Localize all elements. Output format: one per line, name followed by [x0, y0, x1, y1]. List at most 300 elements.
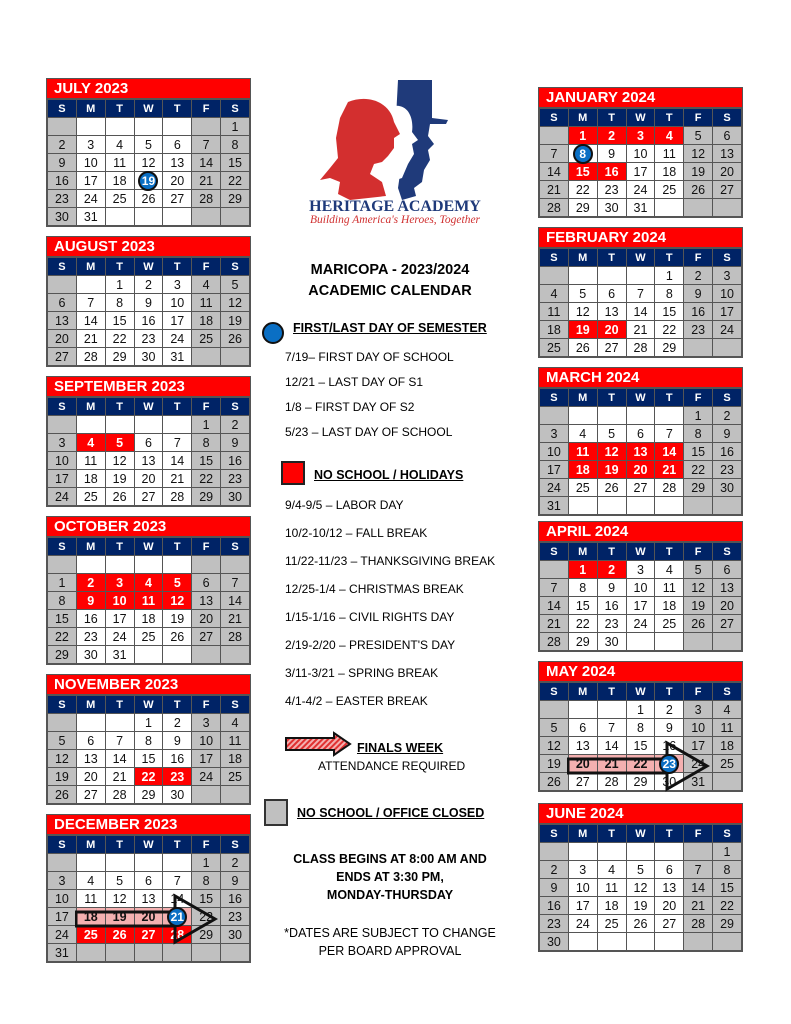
day-cell: 1: [568, 561, 597, 579]
day-cell: 2: [134, 276, 163, 294]
day-cell: 19: [597, 461, 626, 479]
weekday-header: W: [134, 100, 163, 118]
day-cell: 18: [76, 908, 105, 926]
day-cell: 30: [597, 633, 626, 651]
day-cell: 6: [192, 574, 221, 592]
weekday-header: F: [684, 109, 713, 127]
day-cell: 4: [221, 714, 250, 732]
day-cell: 17: [48, 470, 77, 488]
day-cell: 27: [713, 181, 742, 199]
empty-cell: [221, 556, 250, 574]
day-cell: 20: [655, 897, 684, 915]
day-cell: 31: [540, 497, 569, 515]
weekday-header: S: [221, 696, 250, 714]
empty-cell: [163, 416, 192, 434]
day-cell: 15: [684, 443, 713, 461]
day-cell: 9: [597, 145, 626, 163]
day-cell: 1: [655, 267, 684, 285]
weekday-header: S: [221, 538, 250, 556]
day-cell: 29: [192, 926, 221, 944]
weekday-header: T: [163, 696, 192, 714]
title-line-1: MARICOPA - 2023/2024: [310, 262, 470, 278]
weekday-header: T: [163, 258, 192, 276]
day-cell: 25: [655, 181, 684, 199]
empty-cell: [655, 633, 684, 651]
day-cell: 22: [568, 615, 597, 633]
day-cell: 30: [221, 926, 250, 944]
legend-item: 1/8 – FIRST DAY OF S2: [285, 400, 415, 414]
day-cell: 21: [105, 768, 134, 786]
day-cell: 25: [713, 755, 742, 773]
note-line: MONDAY-THURSDAY: [326, 888, 454, 902]
empty-cell: [713, 633, 742, 651]
empty-cell: [221, 646, 250, 664]
weekday-header: T: [163, 398, 192, 416]
day-cell: 13: [626, 443, 655, 461]
day-cell: 24: [626, 181, 655, 199]
month-title: JUNE 2024: [539, 804, 742, 824]
empty-cell: [597, 701, 626, 719]
day-cell: 3: [163, 276, 192, 294]
day-cell: 23: [540, 915, 569, 933]
empty-cell: [105, 118, 134, 136]
day-cell: 28: [163, 488, 192, 506]
weekday-header: T: [655, 683, 684, 701]
empty-cell: [76, 276, 105, 294]
day-cell: 8: [134, 732, 163, 750]
day-cell: 13: [76, 750, 105, 768]
day-cell: 23: [597, 181, 626, 199]
empty-cell: [540, 843, 569, 861]
day-cell: 14: [192, 154, 221, 172]
day-cell: 15: [48, 610, 77, 628]
day-cell: 10: [713, 285, 742, 303]
day-cell: 22: [192, 470, 221, 488]
day-cell: 22: [626, 755, 655, 773]
weekday-header: S: [221, 100, 250, 118]
empty-cell: [48, 276, 77, 294]
day-cell: 11: [655, 145, 684, 163]
day-cell: 24: [684, 755, 713, 773]
note-line: ENDS AT 3:30 PM,: [336, 870, 444, 884]
day-cell: 25: [568, 479, 597, 497]
day-cell: 18: [597, 897, 626, 915]
day-cell: 23: [597, 615, 626, 633]
day-cell: 19: [684, 163, 713, 181]
day-cell: 26: [134, 190, 163, 208]
month-title: JANUARY 2024: [539, 88, 742, 108]
day-cell: 6: [655, 861, 684, 879]
empty-cell: [105, 208, 134, 226]
weekday-header: M: [76, 696, 105, 714]
day-cell: 27: [76, 786, 105, 804]
empty-cell: [48, 416, 77, 434]
day-cell: 28: [597, 773, 626, 791]
day-cell: 25: [105, 190, 134, 208]
day-cell: 29: [192, 488, 221, 506]
weekday-header: M: [76, 836, 105, 854]
weekday-header: S: [713, 249, 742, 267]
day-cell: 31: [163, 348, 192, 366]
day-cell: 1: [713, 843, 742, 861]
day-cell: 13: [713, 579, 742, 597]
empty-cell: [221, 944, 250, 962]
weekday-header: F: [684, 825, 713, 843]
day-cell: 24: [192, 768, 221, 786]
day-cell: 30: [540, 933, 569, 951]
day-cell: 11: [134, 592, 163, 610]
day-cell: 25: [655, 615, 684, 633]
day-cell: 15: [134, 750, 163, 768]
weekday-header: M: [76, 538, 105, 556]
day-cell: 28: [540, 633, 569, 651]
weekday-header: M: [568, 825, 597, 843]
day-cell: 17: [192, 750, 221, 768]
weekday-header: S: [48, 258, 77, 276]
day-cell: 8: [568, 579, 597, 597]
weekday-header: S: [48, 100, 77, 118]
day-cell: 6: [134, 434, 163, 452]
day-cell: 31: [626, 199, 655, 217]
day-cell: 4: [76, 872, 105, 890]
day-cell: 7: [540, 579, 569, 597]
day-cell: 1: [684, 407, 713, 425]
empty-cell: [134, 556, 163, 574]
day-cell: 3: [105, 574, 134, 592]
day-cell: 5: [626, 861, 655, 879]
weekday-header: T: [655, 109, 684, 127]
day-cell: 14: [540, 163, 569, 181]
day-cell: 19: [48, 768, 77, 786]
weekday-header: T: [105, 836, 134, 854]
day-cell: 13: [713, 145, 742, 163]
day-cell: 20: [626, 461, 655, 479]
day-cell: 18: [192, 312, 221, 330]
day-cell: 21: [626, 321, 655, 339]
day-cell: 9: [713, 425, 742, 443]
weekday-header: S: [221, 836, 250, 854]
disclaimer-note: [270, 924, 510, 960]
empty-cell: [684, 497, 713, 515]
day-cell: 20: [48, 330, 77, 348]
empty-cell: [568, 267, 597, 285]
day-cell: 28: [655, 479, 684, 497]
day-cell: [163, 908, 192, 926]
day-cell: 9: [655, 719, 684, 737]
day-cell: 4: [597, 861, 626, 879]
day-cell: 20: [597, 321, 626, 339]
empty-cell: [540, 561, 569, 579]
legend-holidays-title: NO SCHOOL / HOLIDAYS: [314, 468, 464, 482]
day-cell: 29: [684, 479, 713, 497]
day-cell: 7: [76, 294, 105, 312]
day-cell: 18: [655, 597, 684, 615]
day-cell: 22: [192, 908, 221, 926]
legend-item: 11/22-11/23 – THANKSGIVING BREAK: [285, 554, 496, 568]
day-cell: 16: [655, 737, 684, 755]
day-cell: 27: [597, 339, 626, 357]
day-cell: 12: [134, 154, 163, 172]
day-cell: 24: [76, 190, 105, 208]
empty-cell: [192, 786, 221, 804]
month-calendar: [46, 236, 251, 367]
weekday-header: T: [163, 100, 192, 118]
day-cell: 29: [655, 339, 684, 357]
empty-cell: [134, 208, 163, 226]
day-cell: 19: [163, 610, 192, 628]
day-cell: 1: [134, 714, 163, 732]
day-cell: 2: [597, 561, 626, 579]
day-cell: [134, 172, 163, 190]
day-cell: 21: [655, 461, 684, 479]
day-cell: 25: [134, 628, 163, 646]
day-cell: 6: [134, 872, 163, 890]
day-cell: 17: [568, 897, 597, 915]
day-cell: 28: [163, 926, 192, 944]
day-cell: 2: [163, 714, 192, 732]
legend-item: 2/19-2/20 – PRESIDENT'S DAY: [285, 638, 456, 652]
day-cell: 26: [597, 479, 626, 497]
day-cell: 28: [105, 786, 134, 804]
empty-cell: [192, 208, 221, 226]
empty-cell: [163, 944, 192, 962]
month-calendar: [46, 376, 251, 507]
weekday-header: S: [221, 258, 250, 276]
weekday-header: T: [597, 389, 626, 407]
day-cell: 3: [684, 701, 713, 719]
day-cell: 30: [655, 773, 684, 791]
day-cell: 29: [48, 646, 77, 664]
month-title: OCTOBER 2023: [47, 517, 250, 537]
weekday-header: W: [134, 836, 163, 854]
day-cell: 15: [626, 737, 655, 755]
empty-cell: [221, 786, 250, 804]
weekday-header: T: [597, 683, 626, 701]
day-cell: 14: [76, 312, 105, 330]
day-cell: 25: [540, 339, 569, 357]
day-cell: 19: [221, 312, 250, 330]
empty-cell: [134, 646, 163, 664]
month-calendar: [538, 521, 743, 652]
weekday-header: S: [540, 389, 569, 407]
weekday-header: T: [105, 100, 134, 118]
day-cell: 8: [192, 434, 221, 452]
day-cell: 4: [192, 276, 221, 294]
day-cell: 7: [626, 285, 655, 303]
empty-cell: [163, 118, 192, 136]
day-cell: 23: [684, 321, 713, 339]
month-title: SEPTEMBER 2023: [47, 377, 250, 397]
day-cell: 9: [48, 154, 77, 172]
empty-cell: [540, 127, 569, 145]
weekday-header: S: [713, 109, 742, 127]
day-cell: 22: [221, 172, 250, 190]
weekday-header: T: [105, 696, 134, 714]
day-cell: 13: [134, 452, 163, 470]
weekday-header: S: [48, 398, 77, 416]
semester-day-marker: 23: [659, 754, 679, 774]
day-cell: 2: [655, 701, 684, 719]
day-cell: 4: [713, 701, 742, 719]
weekday-header: W: [626, 109, 655, 127]
weekday-header: T: [655, 543, 684, 561]
legend-finals-title: FINALS WEEK: [357, 741, 444, 755]
weekday-header: M: [76, 258, 105, 276]
day-cell: 4: [655, 127, 684, 145]
weekday-header: S: [221, 398, 250, 416]
day-cell: 13: [134, 890, 163, 908]
day-cell: 20: [134, 908, 163, 926]
day-cell: 17: [540, 461, 569, 479]
weekday-header: S: [540, 109, 569, 127]
weekday-header: T: [105, 258, 134, 276]
day-cell: 21: [192, 172, 221, 190]
day-cell: 5: [105, 434, 134, 452]
day-cell: 27: [192, 628, 221, 646]
day-cell: 16: [684, 303, 713, 321]
day-cell: 13: [655, 879, 684, 897]
day-cell: 5: [540, 719, 569, 737]
day-cell: 23: [713, 461, 742, 479]
empty-cell: [134, 118, 163, 136]
day-cell: 1: [192, 854, 221, 872]
weekday-header: F: [192, 836, 221, 854]
weekday-header: W: [134, 696, 163, 714]
empty-cell: [163, 556, 192, 574]
empty-cell: [76, 118, 105, 136]
empty-cell: [76, 944, 105, 962]
empty-cell: [684, 633, 713, 651]
legend-item: 12/25-1/4 – CHRISTMAS BREAK: [285, 582, 464, 596]
empty-cell: [134, 944, 163, 962]
day-cell: 7: [684, 861, 713, 879]
weekday-header: T: [105, 538, 134, 556]
day-cell: 22: [48, 628, 77, 646]
day-cell: 29: [134, 786, 163, 804]
day-cell: 5: [105, 872, 134, 890]
weekday-header: T: [597, 249, 626, 267]
empty-cell: [105, 714, 134, 732]
day-cell: 22: [655, 321, 684, 339]
weekday-header: S: [540, 683, 569, 701]
weekday-header: F: [684, 543, 713, 561]
day-cell: 31: [76, 208, 105, 226]
weekday-header: S: [713, 683, 742, 701]
day-cell: 25: [597, 915, 626, 933]
day-cell: 19: [540, 755, 569, 773]
empty-cell: [568, 933, 597, 951]
day-cell: 9: [221, 872, 250, 890]
day-cell: 16: [540, 897, 569, 915]
legend-finals-subtitle: ATTENDANCE REQUIRED: [318, 759, 466, 773]
empty-cell: [626, 267, 655, 285]
day-cell: 15: [221, 154, 250, 172]
day-cell: 2: [713, 407, 742, 425]
day-cell: 4: [568, 425, 597, 443]
day-cell: 4: [655, 561, 684, 579]
day-cell: 10: [626, 145, 655, 163]
day-cell: 12: [105, 452, 134, 470]
weekday-header: T: [163, 836, 192, 854]
day-cell: 10: [568, 879, 597, 897]
empty-cell: [626, 933, 655, 951]
empty-cell: [48, 714, 77, 732]
month-calendar: [538, 803, 743, 952]
day-cell: 14: [163, 890, 192, 908]
weekday-header: F: [684, 249, 713, 267]
day-cell: 7: [597, 719, 626, 737]
day-cell: 14: [684, 879, 713, 897]
day-cell: 12: [568, 303, 597, 321]
day-cell: 26: [626, 915, 655, 933]
day-cell: 29: [568, 199, 597, 217]
day-cell: 22: [105, 330, 134, 348]
day-cell: 2: [48, 136, 77, 154]
day-cell: 4: [134, 574, 163, 592]
day-cell: 16: [597, 163, 626, 181]
empty-cell: [221, 348, 250, 366]
day-cell: 8: [221, 136, 250, 154]
day-cell: 11: [597, 879, 626, 897]
day-cell: 12: [684, 145, 713, 163]
day-cell: 12: [163, 592, 192, 610]
day-cell: 5: [163, 574, 192, 592]
weekday-header: S: [540, 825, 569, 843]
empty-cell: [105, 854, 134, 872]
legend-item: 4/1-4/2 – EASTER BREAK: [285, 694, 428, 708]
day-cell: 12: [221, 294, 250, 312]
day-cell: 3: [540, 425, 569, 443]
empty-cell: [713, 339, 742, 357]
day-cell: 24: [48, 926, 77, 944]
day-cell: 10: [684, 719, 713, 737]
day-cell: 26: [684, 615, 713, 633]
empty-cell: [192, 556, 221, 574]
day-cell: 28: [626, 339, 655, 357]
day-cell: 25: [76, 488, 105, 506]
weekday-header: W: [626, 825, 655, 843]
day-cell: 30: [597, 199, 626, 217]
day-cell: 24: [626, 615, 655, 633]
empty-cell: [105, 556, 134, 574]
day-cell: 11: [76, 452, 105, 470]
day-cell: 24: [48, 488, 77, 506]
day-cell: 18: [134, 610, 163, 628]
day-cell: 11: [540, 303, 569, 321]
day-cell: 18: [540, 321, 569, 339]
weekday-header: T: [597, 543, 626, 561]
month-calendar: [46, 516, 251, 665]
weekday-header: M: [76, 100, 105, 118]
day-cell: 24: [163, 330, 192, 348]
legend-item: 10/2-10/12 – FALL BREAK: [285, 526, 428, 540]
weekday-header: S: [540, 249, 569, 267]
weekday-header: S: [48, 836, 77, 854]
empty-cell: [655, 407, 684, 425]
weekday-header: F: [684, 389, 713, 407]
empty-cell: [684, 933, 713, 951]
empty-cell: [192, 646, 221, 664]
empty-cell: [163, 854, 192, 872]
day-cell: 11: [568, 443, 597, 461]
month-title: FEBRUARY 2024: [539, 228, 742, 248]
day-cell: 16: [597, 597, 626, 615]
day-cell: 21: [597, 755, 626, 773]
day-cell: 5: [568, 285, 597, 303]
empty-cell: [105, 416, 134, 434]
day-cell: 10: [163, 294, 192, 312]
day-cell: 8: [192, 872, 221, 890]
